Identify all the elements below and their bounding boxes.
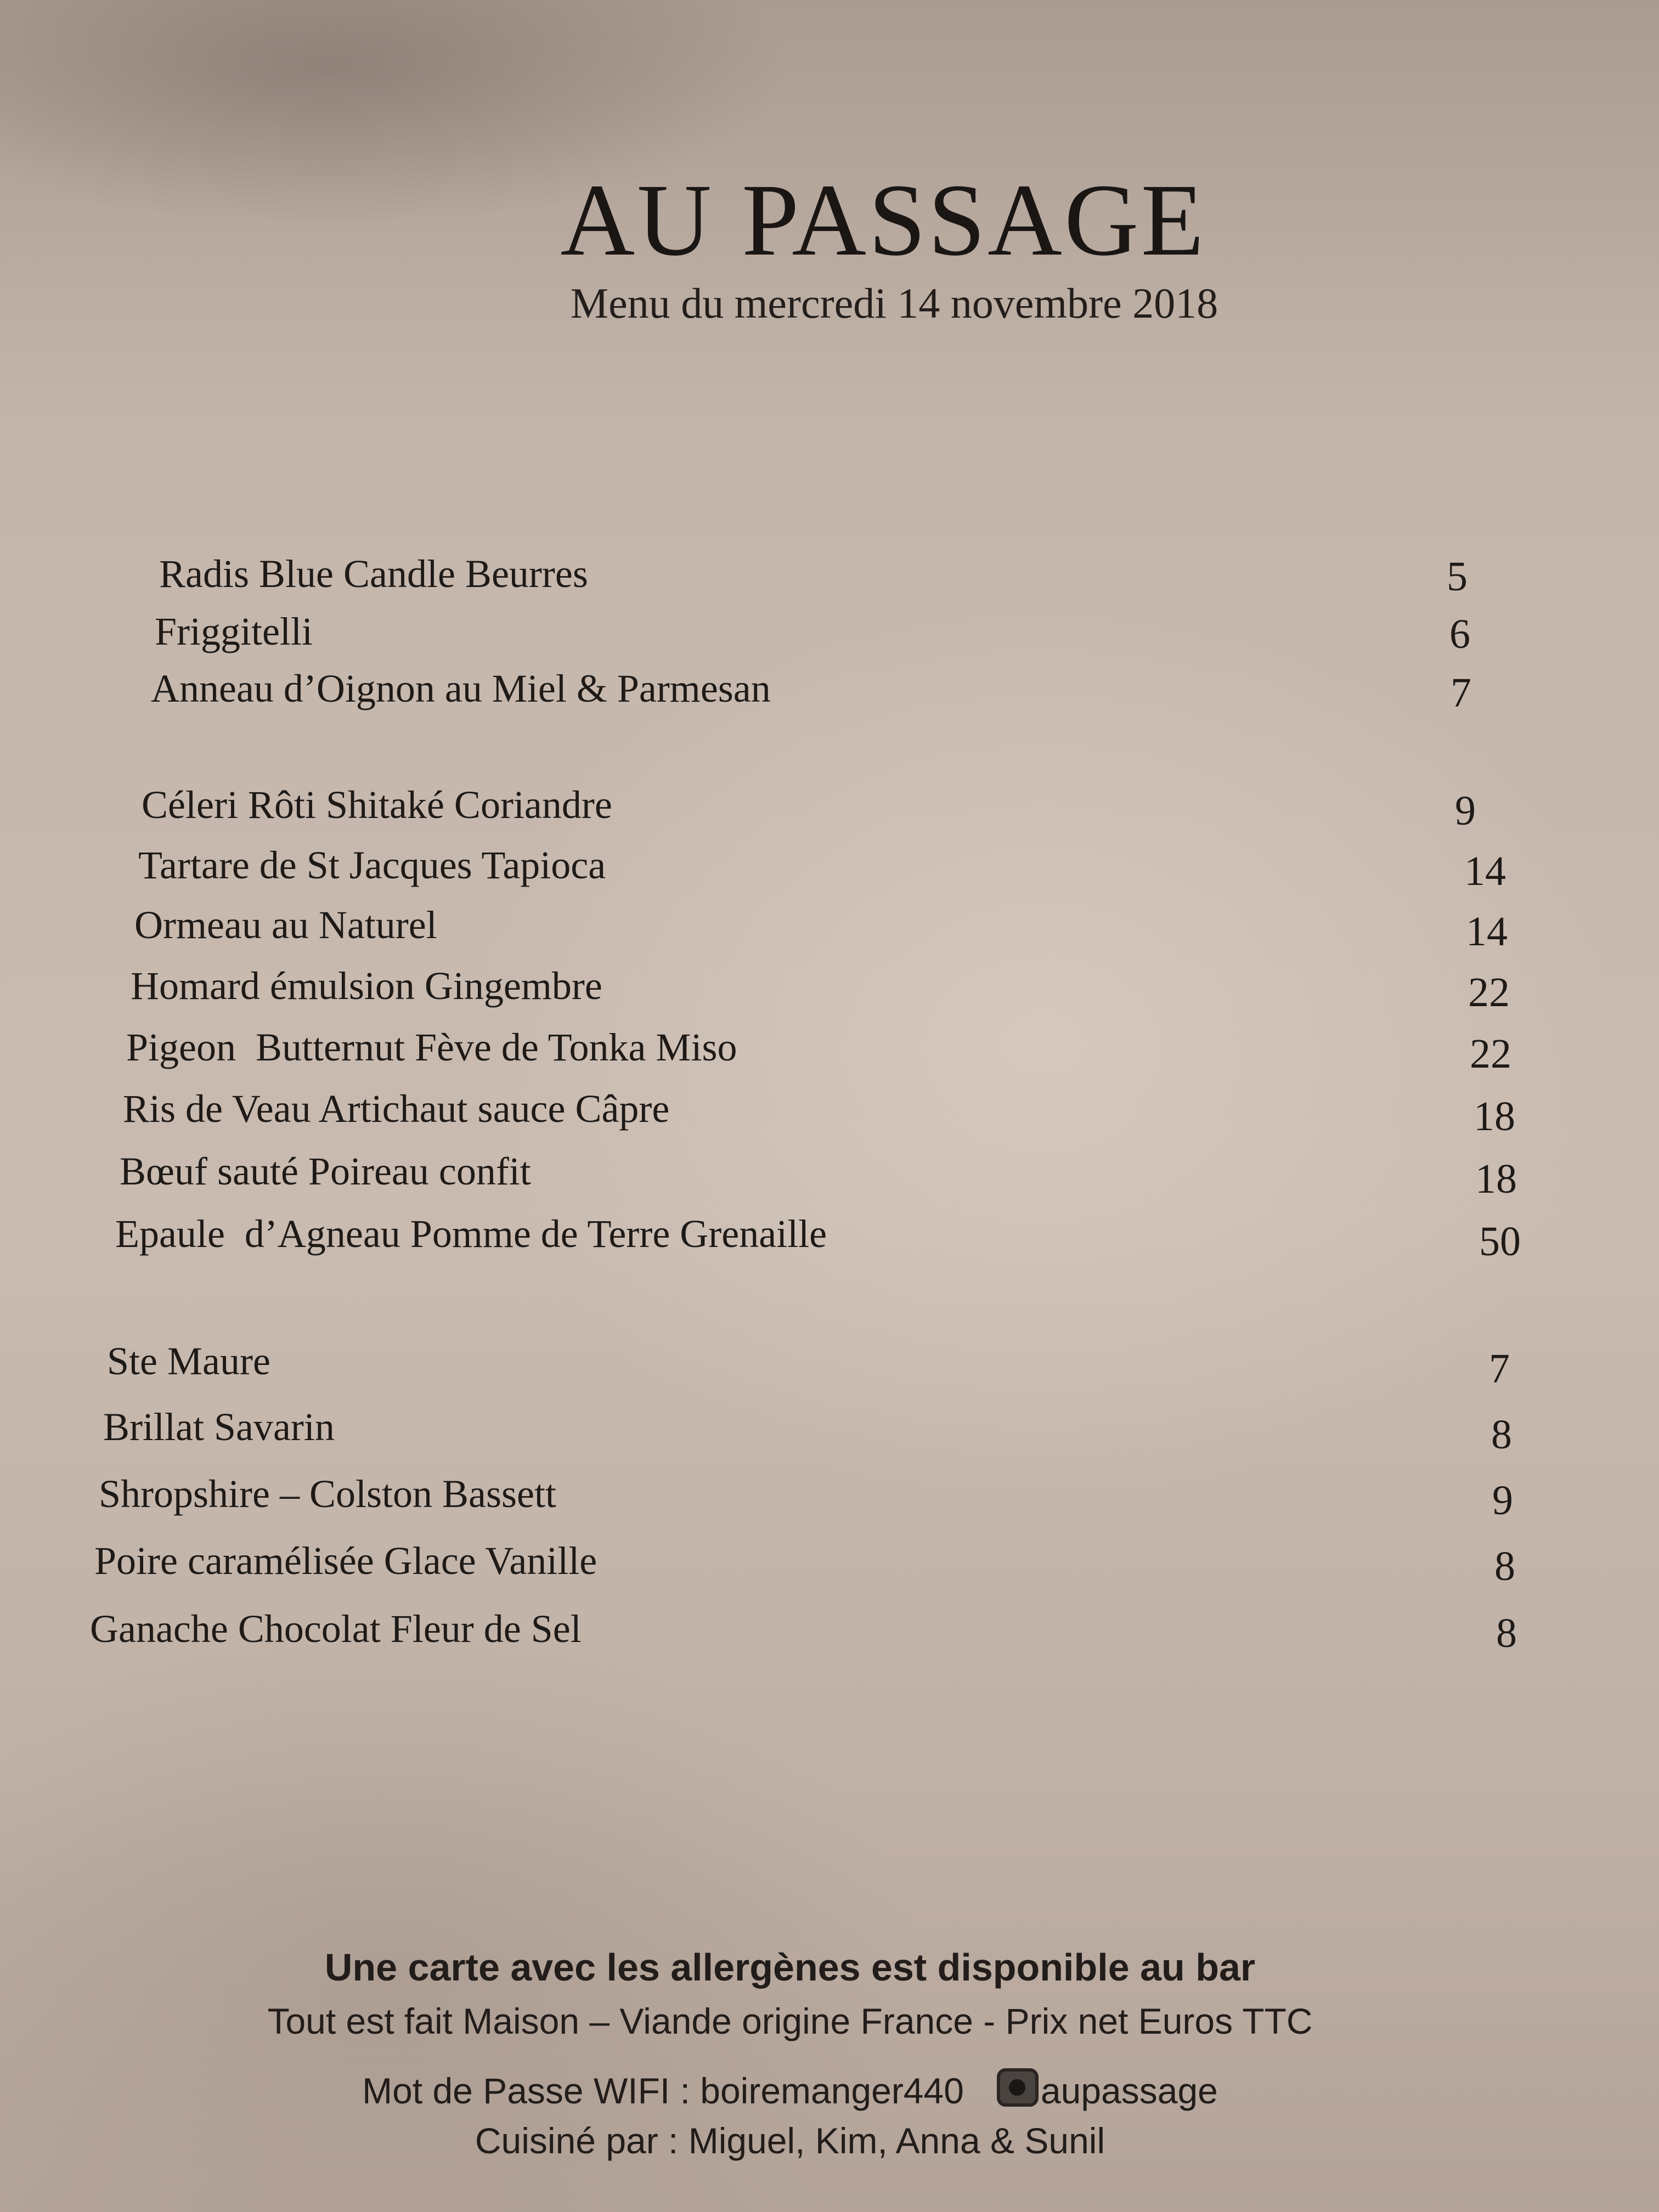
menu-item-price: 14 xyxy=(1464,848,1506,894)
instagram-handle: aupassage xyxy=(1040,2070,1218,2111)
menu-item-price: 9 xyxy=(1492,1477,1513,1523)
menu-item-name: Tartare de St Jacques Tapioca xyxy=(138,843,606,887)
menu-item-name: Pigeon Butternut Fève de Tonka Miso xyxy=(126,1025,737,1069)
restaurant-title: AU PASSAGE xyxy=(560,162,1206,277)
menu-item-name: Radis Blue Candle Beurres xyxy=(159,552,588,596)
menu-item-price: 22 xyxy=(1470,1031,1511,1077)
menu-item-price: 18 xyxy=(1474,1093,1515,1139)
menu-item-name: Epaule d’Agneau Pomme de Terre Grenaille xyxy=(115,1212,827,1256)
menu-item-name: Ste Maure xyxy=(107,1339,270,1383)
menu-item-price: 5 xyxy=(1447,554,1468,600)
menu-item-price: 22 xyxy=(1468,969,1510,1015)
menu-item-name: Ris de Veau Artichaut sauce Câpre xyxy=(123,1087,670,1131)
menu-item-name: Friggitelli xyxy=(155,610,313,653)
menu-item-price: 8 xyxy=(1491,1412,1512,1458)
menu-item-price: 8 xyxy=(1496,1610,1517,1656)
menu-date-subtitle: Menu du mercredi 14 novembre 2018 xyxy=(570,279,1218,327)
menu-item-price: 18 xyxy=(1475,1156,1517,1202)
menu-item-name: Céleri Rôti Shitaké Coriandre xyxy=(142,783,612,827)
menu-item-price: 6 xyxy=(1449,611,1470,657)
menu-item-price: 14 xyxy=(1466,909,1508,955)
menu-item-name: Brillat Savarin xyxy=(103,1405,335,1449)
menu-item-price: 50 xyxy=(1479,1218,1521,1265)
menu-item-price: 9 xyxy=(1455,788,1476,834)
menu-item-name: Shropshire – Colston Bassett xyxy=(99,1472,557,1516)
menu-item-name: Homard émulsion Gingembre xyxy=(131,964,602,1008)
wifi-line xyxy=(0,2068,1580,2112)
allergen-notice: Une carte avec les allergènes est disponible au bar xyxy=(324,1946,1256,1989)
menu-item-name: Poire caramélisée Glace Vanille xyxy=(94,1539,597,1583)
menu-item-price: 7 xyxy=(1489,1346,1510,1392)
menu-item-name: Anneau d’Oignon au Miel & Parmesan xyxy=(151,667,771,710)
menu-item-price: 8 xyxy=(1494,1543,1515,1589)
menu-item-name: Ormeau au Naturel xyxy=(134,903,437,947)
wifi-password: Mot de Passe WIFI : boiremanger440 xyxy=(362,2070,964,2111)
menu-item-price: 7 xyxy=(1451,670,1471,716)
house-info: Tout est fait Maison – Viande origine France - Prix net Euros TTC xyxy=(267,2001,1313,2041)
menu-item-name: Bœuf sauté Poireau confit xyxy=(120,1149,531,1193)
chefs-credit: Cuisiné par : Miguel, Kim, Anna & Sunil xyxy=(475,2120,1105,2161)
menu-item-name: Ganache Chocolat Fleur de Sel xyxy=(90,1607,582,1651)
instagram-icon xyxy=(997,2068,1039,2107)
